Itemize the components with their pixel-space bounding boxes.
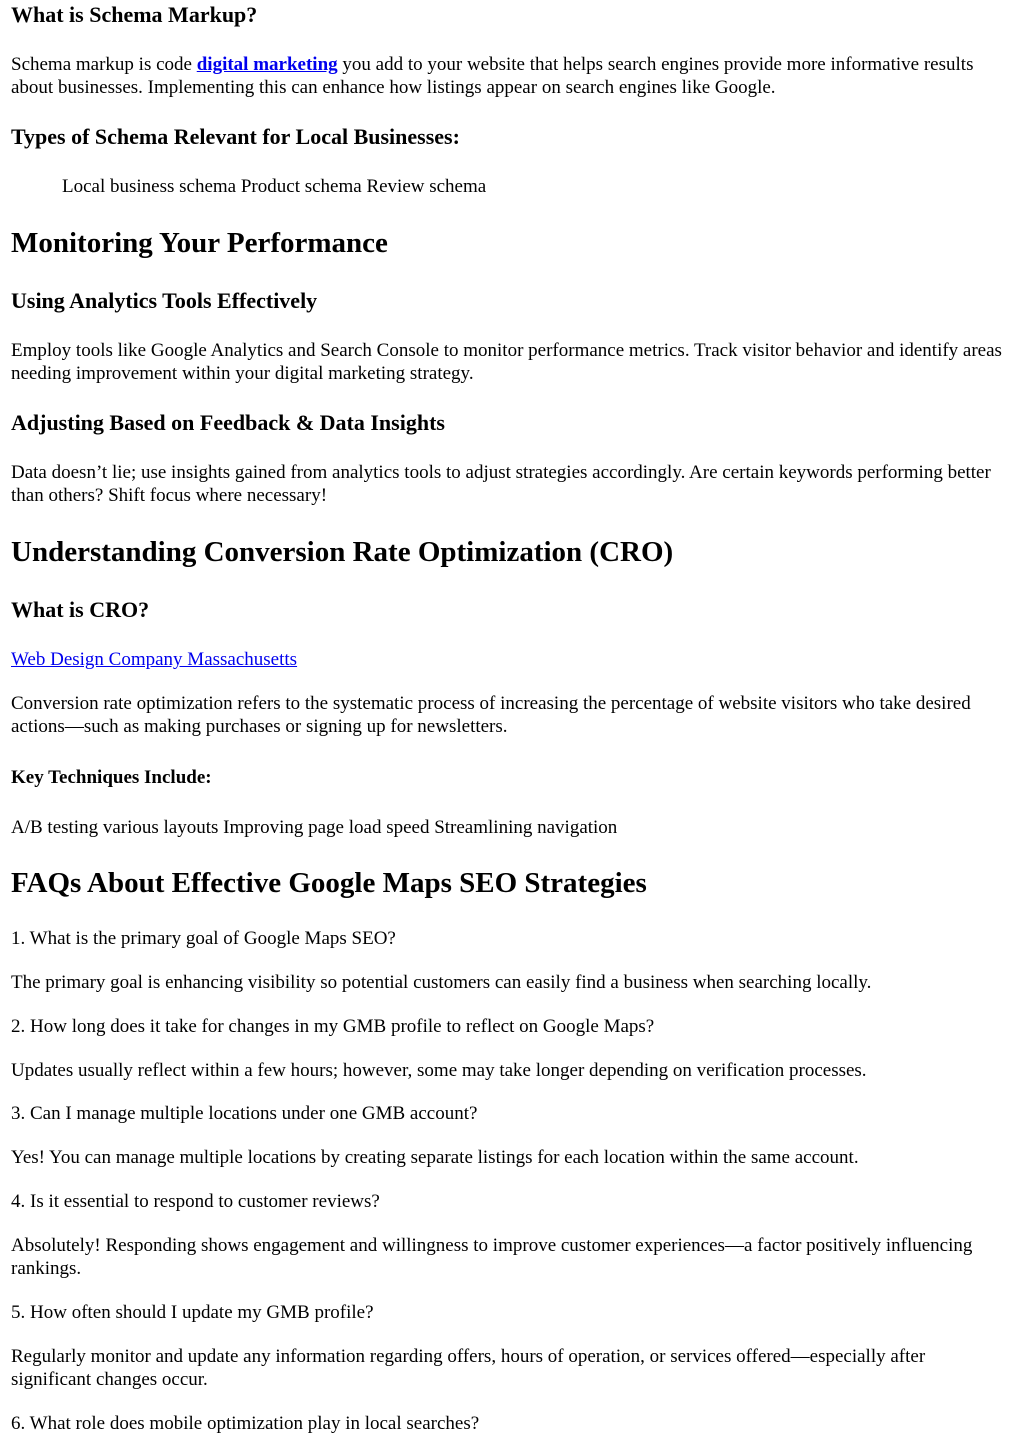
- schema-types-heading: Types of Schema Relevant for Local Businesses:: [11, 124, 460, 149]
- adjusting-paragraph: Data doesn’t lie; use insights gained from analytics tools to adjust strategies accordingly. Are certain keywords performing better than others? Shift focus where necessary!: [11, 462, 991, 506]
- techniques-list: A/B testing various layouts Improving page load speed Streamlining navigation: [11, 817, 618, 838]
- faq-answer-5: Regularly monitor and update any information regarding offers, hours of operation, or services offered—especially after significant changes occur.: [11, 1346, 926, 1390]
- what-is-cro-heading: What is CRO?: [11, 597, 150, 622]
- techniques-heading: Key Techniques Include:: [11, 767, 212, 788]
- faq-answer-2: Updates usually reflect within a few hours; however, some may take longer depending on verification processes.: [11, 1060, 867, 1081]
- schema-paragraph-end: you add to your website that helps search engines provide more informative results about businesses. Implementing this can enhance how listings appear on search engines like Google.: [11, 54, 974, 98]
- schema-heading: What is Schema Markup?: [11, 2, 258, 27]
- schema-paragraph-start: Schema markup is code: [11, 54, 197, 75]
- cro-link-paragraph: [11, 648, 1010, 671]
- faq-question-3: 3. Can I manage multiple locations under one GMB account?: [11, 1103, 478, 1124]
- monitoring-heading: Monitoring Your Performance: [11, 227, 388, 259]
- faq-question-6: 6. What role does mobile optimization play in local searches?: [11, 1413, 480, 1434]
- cro-definition: Conversion rate optimization refers to the systematic process of increasing the percentage of website visitors who take desired actions—such as making purchases or signing up for newsletters.: [11, 693, 971, 737]
- faq-answer-1: The primary goal is enhancing visibility so potential customers can easily find a business when searching locally.: [11, 972, 872, 993]
- web-design-company-link[interactable]: Web Design Company Massachusetts: [11, 649, 298, 670]
- schema-paragraph: [11, 53, 1010, 99]
- analytics-heading: Using Analytics Tools Effectively: [11, 288, 318, 313]
- faqs-heading: FAQs About Effective Google Maps SEO Strategies: [11, 867, 647, 899]
- adjusting-heading: Adjusting Based on Feedback & Data Insights: [11, 410, 445, 435]
- faq-question-2: 2. How long does it take for changes in my GMB profile to reflect on Google Maps?: [11, 1016, 655, 1037]
- cro-heading: Understanding Conversion Rate Optimization (CRO): [11, 536, 674, 568]
- faq-question-4: 4. Is it essential to respond to customer reviews?: [11, 1191, 380, 1212]
- faq-question-1: 1. What is the primary goal of Google Maps SEO?: [11, 928, 396, 949]
- faq-answer-4: Absolutely! Responding shows engagement and willingness to improve customer experiences—a factor positively influencing rankings.: [11, 1235, 973, 1279]
- analytics-paragraph: Employ tools like Google Analytics and Search Console to monitor performance metrics. Track visitor behavior and identify areas needing improvement within your digital marketing strategy.: [11, 340, 1002, 384]
- schema-types-list: Local business schema Product schema Review schema: [62, 176, 487, 197]
- faq-answer-3: Yes! You can manage multiple locations by creating separate listings for each location within the same account.: [11, 1147, 859, 1168]
- digital-marketing-link[interactable]: digital marketing: [196, 54, 338, 75]
- faq-question-5: 5. How often should I update my GMB profile?: [11, 1302, 374, 1323]
